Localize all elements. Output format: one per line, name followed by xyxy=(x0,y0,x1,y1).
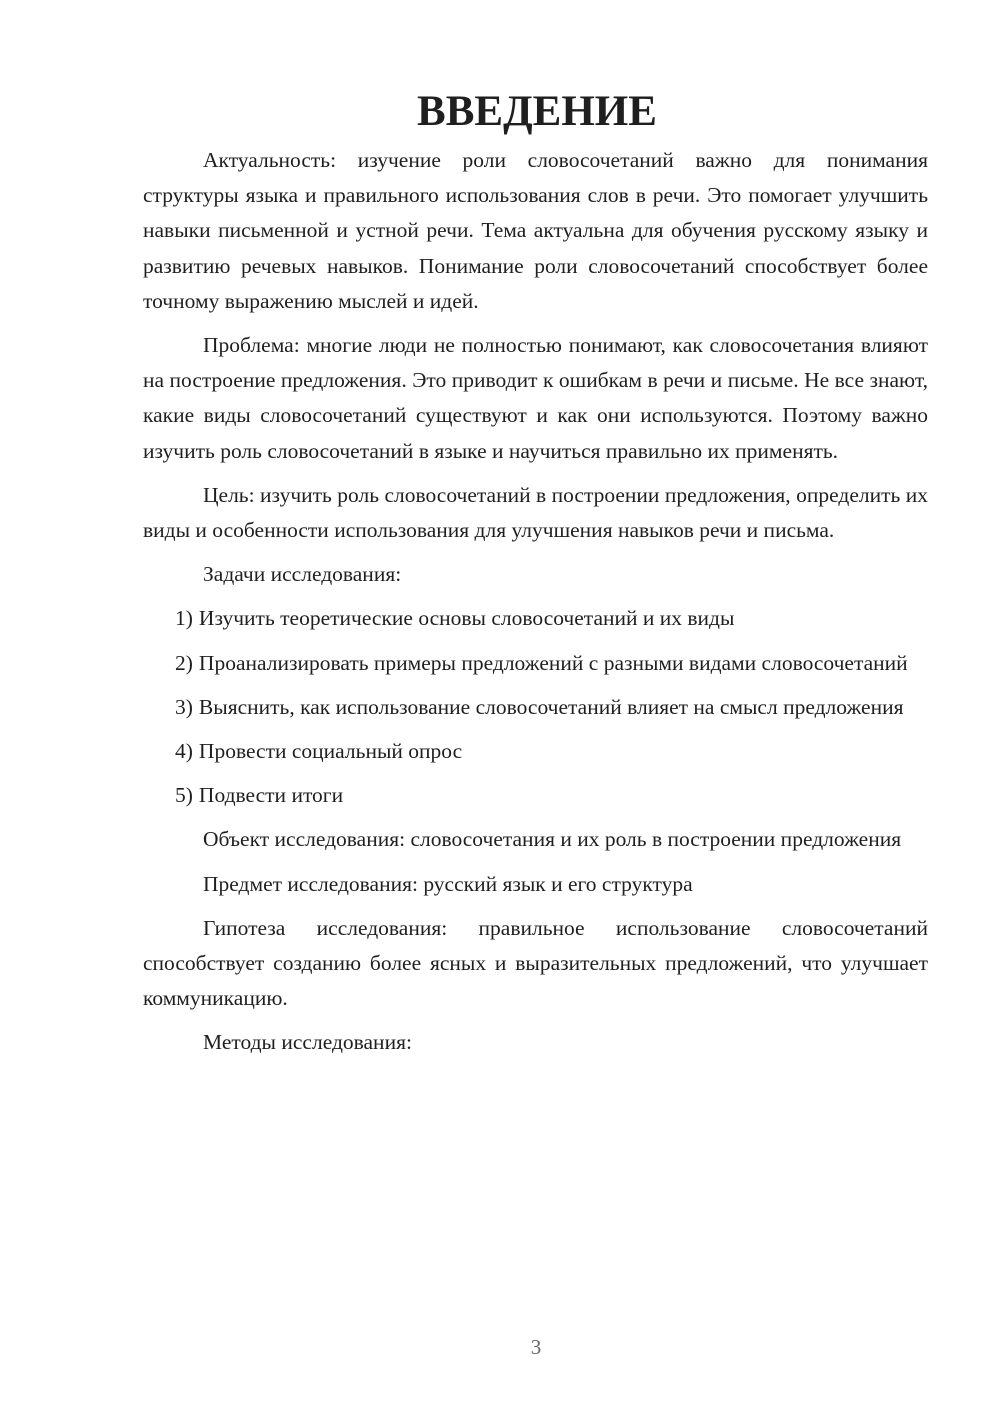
list-item xyxy=(143,690,928,725)
list-item-number: 5) xyxy=(175,783,193,808)
list-item xyxy=(143,646,928,681)
list-item xyxy=(143,601,928,636)
tasks-heading: Задачи исследования: xyxy=(203,562,402,587)
list-item-text: Проанализировать примеры предложений с разными видами словосочетаний xyxy=(198,650,908,675)
relevance-paragraph: Актуальность: изучение роли словосочетаний важно для понимания структуры языка и правильного использования слов в речи. Это помогает улучшить навыки письменной и устной речи. Тема актуальна для обучения русскому языку и развитию речевых навыков. Понимание роли словосочетаний способствует более точному выражению мыслей и идей. xyxy=(143,148,928,313)
list-item-text: Провести социальный опрос xyxy=(198,739,463,764)
list-item-text: Подвести итоги xyxy=(198,783,344,808)
object-paragraph: Объект исследования: словосочетания и их роль в построении предложения xyxy=(203,827,902,852)
goal-paragraph: Цель: изучить роль словосочетаний в построении предложения, определить их виды и особенности использования для улучшения навыков речи и письма. xyxy=(143,482,928,543)
list-item-number: 4) xyxy=(175,739,193,764)
list-item-text: Выяснить, как использование словосочетаний влияет на смысл предложения xyxy=(198,694,904,719)
list-item-number: 2) xyxy=(175,650,193,675)
page-title: ВВЕДЕНИЕ xyxy=(417,88,657,135)
list-item-text: Изучить теоретические основы словосочетаний и их виды xyxy=(198,606,735,631)
tasks-list xyxy=(143,601,928,813)
subject-paragraph: Предмет исследования: русский язык и его структура xyxy=(203,871,693,896)
list-item xyxy=(143,734,928,769)
page-content xyxy=(143,88,928,1070)
list-item xyxy=(143,778,928,813)
list-item-number: 3) xyxy=(175,694,193,719)
page-number: 3 xyxy=(530,1335,542,1359)
methods-heading: Методы исследования: xyxy=(203,1030,412,1055)
hypothesis-paragraph: Гипотеза исследования: правильное использование словосочетаний способствует созданию более ясных и выразительных предложений, что улучшает коммуникацию. xyxy=(143,915,928,1011)
problem-paragraph: Проблема: многие люди не полностью понимают, как словосочетания влияют на построение предложения. Это приводит к ошибкам в речи и письме. Не все знают, какие виды словосочетаний существуют и как они используются. Поэтому важно изучить роль словосочетаний в языке и научиться правильно их применять. xyxy=(143,333,928,463)
list-item-number: 1) xyxy=(175,606,193,631)
